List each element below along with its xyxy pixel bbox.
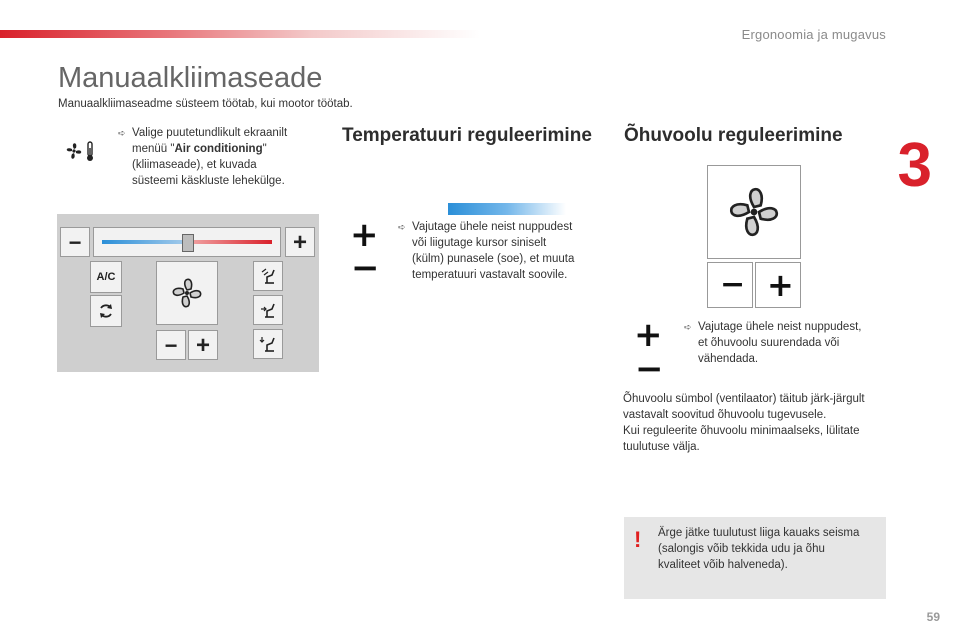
temperature-section-title: Temperatuuri reguleerimine bbox=[342, 125, 592, 146]
temperature-line4: temperatuuri vastavalt soovile. bbox=[412, 269, 568, 281]
temperature-line3: (külm) punasele (soe), et muuta bbox=[412, 253, 575, 265]
slider-cursor[interactable] bbox=[182, 234, 194, 252]
intro-text: Manuaalkliimaseadme süsteem töötab, kui mootor töötab. bbox=[58, 98, 353, 110]
fan-display bbox=[156, 261, 218, 325]
step1-line2-pre: menüü " bbox=[132, 143, 175, 155]
blue-accent-bar bbox=[448, 203, 566, 215]
bullet-icon: ➪ bbox=[398, 222, 406, 232]
recirculation-icon bbox=[97, 302, 115, 320]
chapter-header: Ergonoomia ja mugavus bbox=[741, 27, 886, 42]
header-accent-bar bbox=[0, 30, 480, 38]
warning-notice bbox=[624, 517, 886, 599]
temp-plus-button[interactable] bbox=[285, 227, 315, 257]
temperature-minus-symbol: − bbox=[351, 248, 380, 288]
slider-cold-track bbox=[102, 240, 182, 244]
step1-line2-post: " bbox=[262, 143, 267, 155]
temperature-slider[interactable] bbox=[93, 227, 281, 257]
page-title: Manuaalkliimaseade bbox=[58, 62, 323, 94]
fan-minus-button[interactable] bbox=[156, 330, 186, 360]
bullet-icon: ➪ bbox=[118, 128, 126, 138]
ac-button[interactable] bbox=[90, 261, 122, 293]
warning-text bbox=[658, 525, 880, 573]
notice-line3: kvaliteet võib halveneda). bbox=[658, 559, 788, 571]
air-distribution-middle-button[interactable] bbox=[253, 295, 283, 325]
airflow-line3: vähendada. bbox=[698, 353, 759, 365]
temp-minus-button[interactable] bbox=[60, 227, 90, 257]
airflow-line2: et õhuvoolu suurendada või bbox=[698, 337, 840, 349]
air-distribution-upper-button[interactable] bbox=[253, 261, 283, 291]
airflow-plus-button[interactable] bbox=[755, 262, 801, 308]
step1-line1: Valige puutetundlikult ekraanilt bbox=[132, 127, 288, 139]
step-select-menu bbox=[118, 125, 313, 189]
minus-symbol: − bbox=[68, 230, 82, 255]
page-number: 59 bbox=[926, 610, 940, 624]
temperature-plus-symbol: + bbox=[350, 215, 379, 255]
airflow-minus-button[interactable] bbox=[707, 262, 753, 308]
seat-feet-icon bbox=[259, 334, 279, 354]
minus-symbol: − bbox=[720, 267, 746, 302]
temperature-line2: või liigutage kursor siniselt bbox=[412, 237, 547, 249]
airflow-para2: vastavalt soovitud õhuvoolu tugevusele. bbox=[623, 409, 827, 421]
recirculation-button[interactable] bbox=[90, 295, 122, 327]
airflow-para3: Kui reguleerite õhuvoolu minimaalseks, lülitate bbox=[623, 425, 860, 437]
step1-menu-name: Air conditioning bbox=[174, 143, 263, 155]
warning-icon: ! bbox=[634, 527, 642, 552]
fan-icon bbox=[724, 182, 784, 242]
airflow-fan-display bbox=[707, 165, 801, 259]
temperature-line1: Vajutage ühele neist nuppudest bbox=[412, 221, 573, 233]
airflow-para1: Õhuvoolu sümbol (ventilaator) täitub järk-järgult bbox=[623, 393, 865, 405]
plus-symbol: + bbox=[195, 332, 210, 359]
airflow-section-title: Õhuvoolu reguleerimine bbox=[624, 125, 843, 146]
fan-plus-button[interactable] bbox=[188, 330, 218, 360]
step1-line3: (kliimaseade), et kuvada bbox=[132, 159, 257, 171]
fan-thermometer-icon bbox=[64, 140, 98, 162]
minus-symbol: − bbox=[164, 333, 178, 358]
notice-line2: (salongis võib tekkida udu ja õhu bbox=[658, 543, 825, 555]
climate-screen-illustration bbox=[57, 214, 319, 372]
ac-label: A/C bbox=[96, 271, 116, 283]
airflow-line1: Vajutage ühele neist nuppudest, bbox=[698, 321, 862, 333]
fan-icon bbox=[169, 275, 205, 311]
seat-face-icon bbox=[259, 300, 279, 320]
airflow-minus-symbol: − bbox=[635, 349, 664, 389]
slider-warm-track bbox=[192, 240, 272, 244]
airflow-description bbox=[623, 391, 913, 455]
notice-line1: Ärge jätke tuulutust liiga kauaks seisma bbox=[658, 527, 860, 539]
plus-symbol: + bbox=[292, 229, 307, 256]
airflow-plus-symbol: + bbox=[634, 315, 663, 355]
step1-line4: süsteemi käskluste lehekülge. bbox=[132, 175, 285, 187]
plus-symbol: + bbox=[767, 266, 794, 304]
temperature-instruction bbox=[398, 219, 608, 283]
air-distribution-lower-button[interactable] bbox=[253, 329, 283, 359]
chapter-number: 3 bbox=[897, 131, 932, 200]
seat-windscreen-icon bbox=[259, 266, 279, 286]
airflow-para4: tuulutuse välja. bbox=[623, 441, 700, 453]
airflow-instruction bbox=[684, 319, 894, 367]
bullet-icon: ➪ bbox=[684, 322, 692, 332]
